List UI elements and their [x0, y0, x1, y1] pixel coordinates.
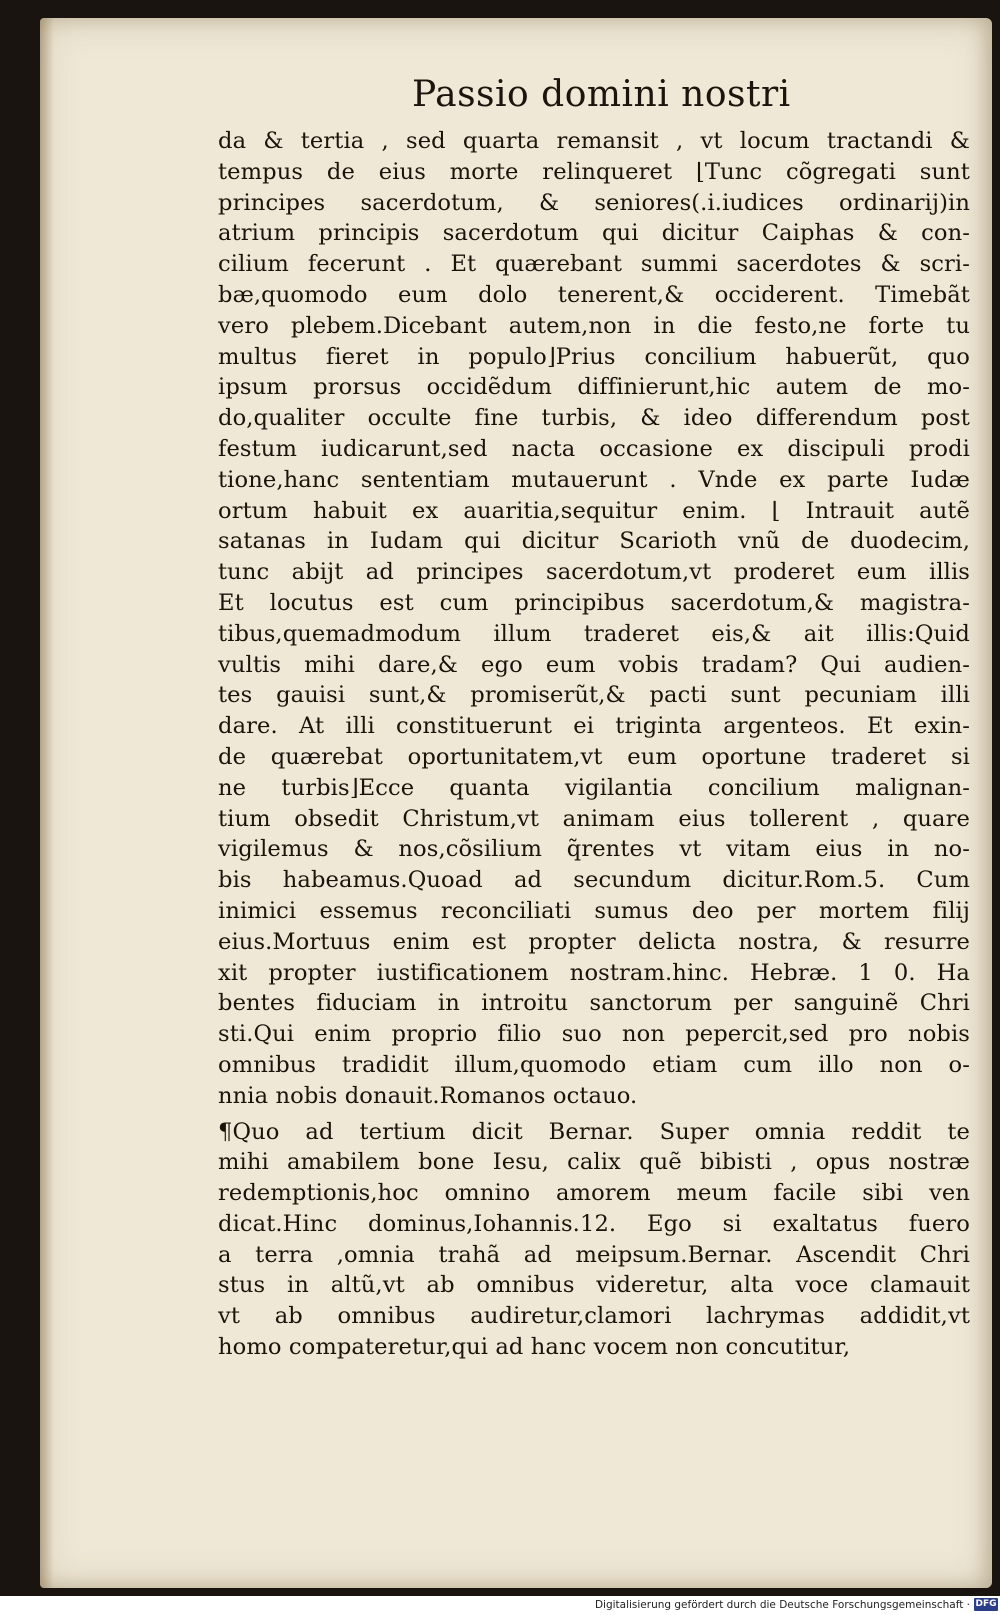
body-text	[218, 126, 970, 1363]
digitization-credit: Digitalisierung gefördert durch die Deutsche Forschungsgemeinschaft ·	[594, 1599, 970, 1611]
text-line: da & tertia , sed quarta remansit , vt locum tractandi &	[218, 128, 970, 154]
text-line: stus in altũ,vt ab omnibus videretur, alta voce clamauit	[218, 1272, 970, 1299]
text-line: mihi amabilem bone Iesu, calix quẽ bibisti , opus nostræ	[218, 1149, 970, 1176]
text-line: ortum habuit ex auaritia,sequitur enim. ⌊ Intrauit autẽ	[218, 497, 970, 524]
text-line: inimici essemus reconciliati sumus deo per mortem filij	[218, 897, 970, 924]
running-head: Passio domini nostri	[412, 74, 791, 115]
text-line: festum iudicarunt,sed nacta occasione ex discipuli prodi	[218, 435, 970, 462]
text-line: ne turbis⌋Ecce quanta vigilantia concilium malignan-	[218, 774, 970, 801]
text-line: do,qualiter occulte fine turbis, & ideo differendum post	[218, 405, 970, 432]
text-line: bæ,quomodo eum dolo tenerent,& occiderent. Timebãt	[218, 281, 970, 308]
text-line: tempus de eius morte relinqueret ⌊Tunc cõgregati sunt	[218, 158, 970, 185]
text-line: vigilemus & nos,cõsilium q̃rentes vt vitam eius in no-	[218, 836, 970, 863]
text-line: vero plebem.Dicebant autem,non in die festo,ne forte tu	[218, 312, 970, 339]
book-page	[40, 18, 992, 1588]
text-line: vt ab omnibus audiretur,clamori lachrymas addidit,vt	[218, 1303, 970, 1330]
text-line: de quærebat oportunitatem,vt eum oportune traderet si	[218, 743, 970, 770]
text-line: homo compateretur,qui ad hanc vocem non concutitur,	[218, 1334, 851, 1361]
text-line: bis habeamus.Quoad ad secundum dicitur.Rom.5. Cum	[218, 867, 970, 894]
text-line: a terra ,omnia trahã ad meipsum.Bernar. Ascendit Chri	[218, 1241, 970, 1268]
text-line: cilium fecerunt . Et quærebant summi sacerdotes & scri-	[218, 251, 970, 278]
text-line: atrium principis sacerdotum qui dicitur Caiphas & con-	[218, 220, 970, 247]
text-line: vultis mihi dare,& ego eum vobis tradam? Qui audien-	[218, 651, 970, 678]
text-line: omnibus tradidit illum,quomodo etiam cum illo non o-	[218, 1051, 970, 1078]
text-line: bentes fiduciam in introitu sanctorum per sanguinẽ Chri	[218, 990, 970, 1017]
dfg-logo: DFG	[975, 1599, 997, 1609]
text-line: Et locutus est cum principibus sacerdotum,& magistra-	[218, 589, 970, 616]
text-line: sti.Qui enim proprio filio suo non pepercit,sed pro nobis	[218, 1021, 970, 1048]
text-line: tunc abijt ad principes sacerdotum,vt proderet eum illis	[218, 559, 970, 586]
text-line: multus fieret in populo⌋Prius concilium habuerũt, quo	[218, 343, 970, 370]
text-line: redemptionis,hoc omnino amorem meum facile sibi ven	[218, 1180, 970, 1207]
text-line: eius.Mortuus enim est propter delicta nostra, & resurre	[218, 928, 970, 955]
text-line: tium obsedit Christum,vt animam eius tollerent , quare	[218, 805, 970, 832]
text-line: satanas in Iudam qui dicitur Scarioth vnũ de duodecim,	[218, 528, 970, 555]
text-line: xit propter iustificationem nostram.hinc. Hebræ. 1 0. Ha	[218, 959, 970, 986]
text-line: ipsum prorsus occidẽdum diffinierunt,hic autem de mo-	[218, 374, 970, 401]
text-line: dicat.Hinc dominus,Iohannis.12. Ego si exaltatus fuero	[218, 1210, 970, 1237]
text-line: dare. At illi constituerunt ei triginta argenteos. Et exin-	[218, 713, 970, 740]
text-line: principes sacerdotum, & seniores(.i.iudices ordinarij)in	[218, 189, 970, 216]
text-line: tibus,quemadmodum illum traderet eis,& ait illis:Quid	[218, 620, 970, 647]
text-line: nnia nobis donauit.Romanos octauo.	[218, 1082, 638, 1109]
text-line: tione,hanc sententiam mutauerunt . Vnde ex parte Iudæ	[218, 466, 970, 493]
text-line: ¶Quo ad tertium dicit Bernar. Super omnia reddit te	[218, 1118, 970, 1145]
text-line: tes gauisi sunt,& promiserũt,& pacti sunt pecuniam illi	[218, 682, 970, 709]
